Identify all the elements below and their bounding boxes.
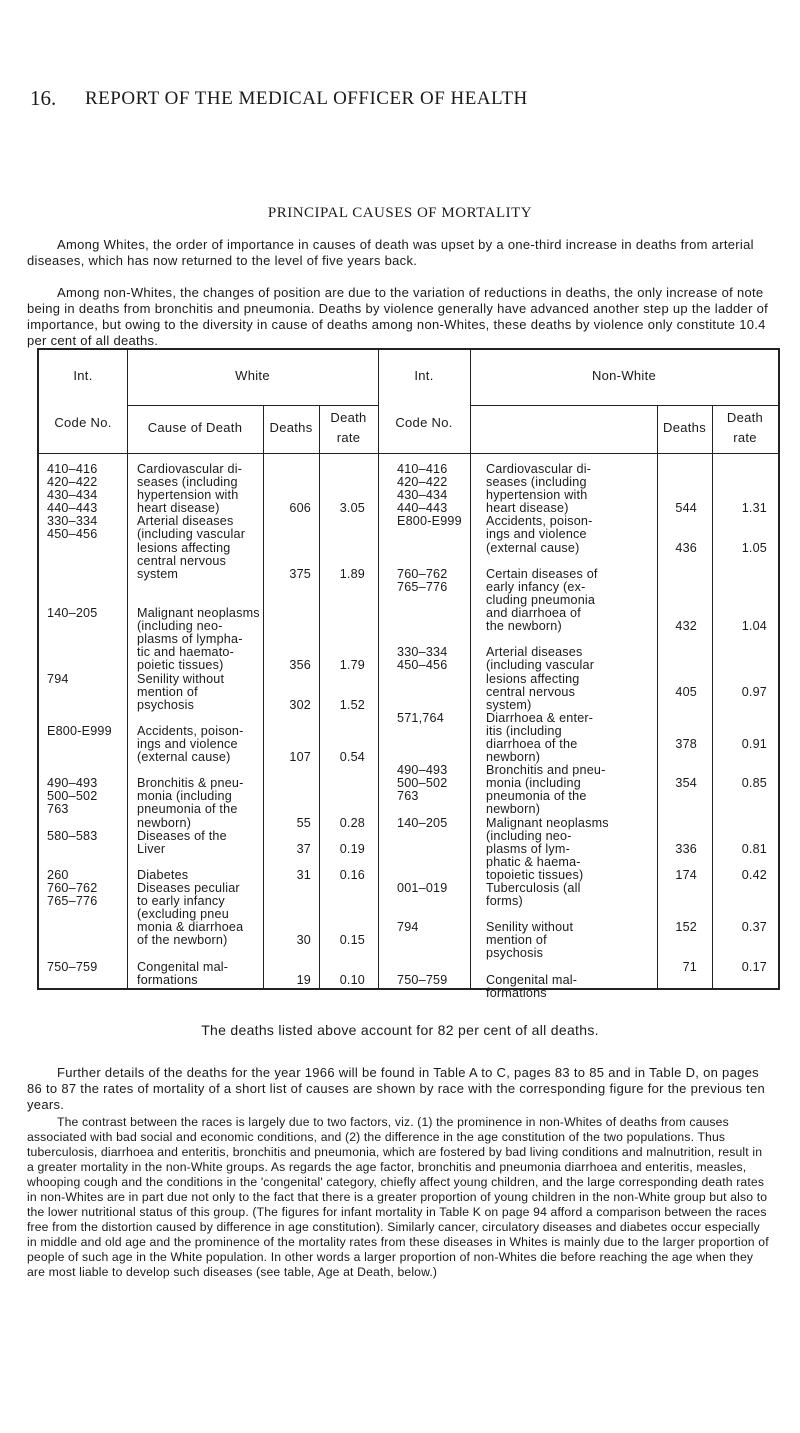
section-title: PRINCIPAL CAUSES OF MORTALITY xyxy=(267,205,533,221)
header-bottom-rule xyxy=(39,453,778,454)
header-deaths-white: Deaths xyxy=(269,420,313,435)
white-cause-column: Cardiovascular di- seases (including hypertension with heart disease) Arterial diseases (including vascular lesions affecting central nervous system Malignant neoplasms (including neo- plasms of lympha- tic and haemato- poietic tissues) Senility without mention of psychosis Accidents, poison- ings and violence (external cause) Bronchitis & pneu- monia (including pneumonia of the newborn) Diseases of the Liver Diabetes Diseases peculiar to early infancy (excluding pneu monia & diarrhoea of the newborn) Congenital mal- formations xyxy=(137,462,260,987)
row-divider xyxy=(127,405,378,406)
further-details-paragraph: Further details of the deaths for the year 1966 will be found in Table A to C, pages 83 to 85 and in Table D, on pages 86 to 87 the rates of mortality of a short list of causes are shown by race with the corresponding figure for the previous ten years. xyxy=(27,1065,766,1112)
intro-paragraph-whites: Among Whites, the order of importance in causes of death was upset by a one-third increase in deaths from arterial diseases, which has now returned to the level of five years back. xyxy=(27,237,754,268)
white-code-column: 410–416 420–422 430–434 440–443 330–334 450–456 140–205 794 E800-E999 490–493 500–502 763 580–583 260 760–762 765–776 750–759 xyxy=(47,462,112,974)
nonwhite-code-column: 410–416 420–422 430–434 440–443 E800-E999 760–762 765–776 330–334 450–456 571,764 490–493 500–502 763 140–205 001–019 794 750–759 xyxy=(397,462,462,987)
white-deaths-column: 606 375 356 302 107 55 37 31 30 19 xyxy=(289,501,311,987)
row-divider xyxy=(470,405,778,406)
white-rate-column: 3.05 1.89 1.79 1.52 0.54 0.28 0.19 0.16 0.15 0.10 xyxy=(339,501,365,987)
table-note: The deaths listed above account for 82 per cent of all deaths. xyxy=(201,1022,599,1038)
page-number: 16. xyxy=(30,86,57,110)
header-non-white: Non-White xyxy=(591,368,657,383)
header-int-right: Int. xyxy=(414,368,434,383)
header-death-rate-non-white: Death rate xyxy=(726,410,764,445)
col-divider xyxy=(378,350,379,988)
col-divider xyxy=(470,350,471,988)
contrast-paragraph: The contrast between the races is largely due to two factors, viz. (1) the prominence in non-Whites of deaths from causes associated with bad social and economic conditions, and (2) the difference in the age constitution of the two populations. Thus tuberculosis, diarrhoea and enteritis, bronchitis and pneumonia, which are fostered by bad living conditions and malnutrition, result in a greater mortality in the non-White groups. As regards the age factor, bronchitis and pneumonia diarrhoea and enteritis, measles, whooping cough and the conditions in the 'congenital' category, chiefly affect young children, and the large corresponding death rates in non-Whites are in part due not only to the fact that there is a greater proportion of young children in the non-White group but also to the lower nutritional status of this group. (The figures for infant mortality in Table K on page 94 afford a comparison between the races free from the distortion caused by difference in age constitution). Similarly cancer, circulatory diseases and diabetes occur especially in middle and old age and the prominence of the mortality rates from these diseases in Whites is mainly due to the larger proportion of people of such age in the White population. In other words a larger proportion of non-Whites die before reaching the age when they are most liable to develop such diseases (see table, Age at Death, below.) xyxy=(27,1115,769,1279)
header-death-rate-white: Death rate xyxy=(330,410,367,445)
header-code-left: Code No. xyxy=(54,415,112,430)
nonwhite-cause-column: Cardiovascular di- seases (including hypertension with heart disease) Accidents, poison- ings and violence (external cause) Certain diseases of early infancy (ex- cluding pneumonia and diarrhoea of the newborn) Arterial diseases (including vascular lesions affecting central nervous system) Diarrhoea & enter- itis (including diarrhoea of the newborn) Bronchitis and pneu- monia (including pneumonia of the newborn) Malignant neoplasms (including neo- plasms of lym- phatic & haema- topoietic tissues) Tuberculosis (all forms) Senility without mention of psychosis Congenital mal- formations xyxy=(486,462,609,1000)
running-title: REPORT OF THE MEDICAL OFFICER OF HEALTH xyxy=(85,88,528,109)
header-white: White xyxy=(235,368,270,383)
header-deaths-non-white: Deaths xyxy=(663,420,706,435)
col-divider xyxy=(127,350,128,988)
header-int-left: Int. xyxy=(73,368,93,383)
header-cause-of-death: Cause of Death xyxy=(147,420,243,435)
nonwhite-deaths-column: 544 436 432 405 378 354 336 174 152 71 xyxy=(675,501,697,974)
intro-paragraph-non-whites: Among non-Whites, the changes of position are due to the variation of reductions in deaths, the only increase of note being in deaths from bronchitis and pneumonia. Deaths by violence generally have advanced another step up the ladder of importance, but owing to the diversity in cause of deaths among non-Whites, these deaths by violence only constitute 10.4 per cent of all deaths. xyxy=(27,285,769,348)
mortality-table xyxy=(37,348,780,1000)
header-code-right: Code No. xyxy=(395,415,453,430)
nonwhite-rate-column: 1.31 1.05 1.04 0.97 0.91 0.85 0.81 0.42 0.37 0.17 xyxy=(741,501,767,974)
